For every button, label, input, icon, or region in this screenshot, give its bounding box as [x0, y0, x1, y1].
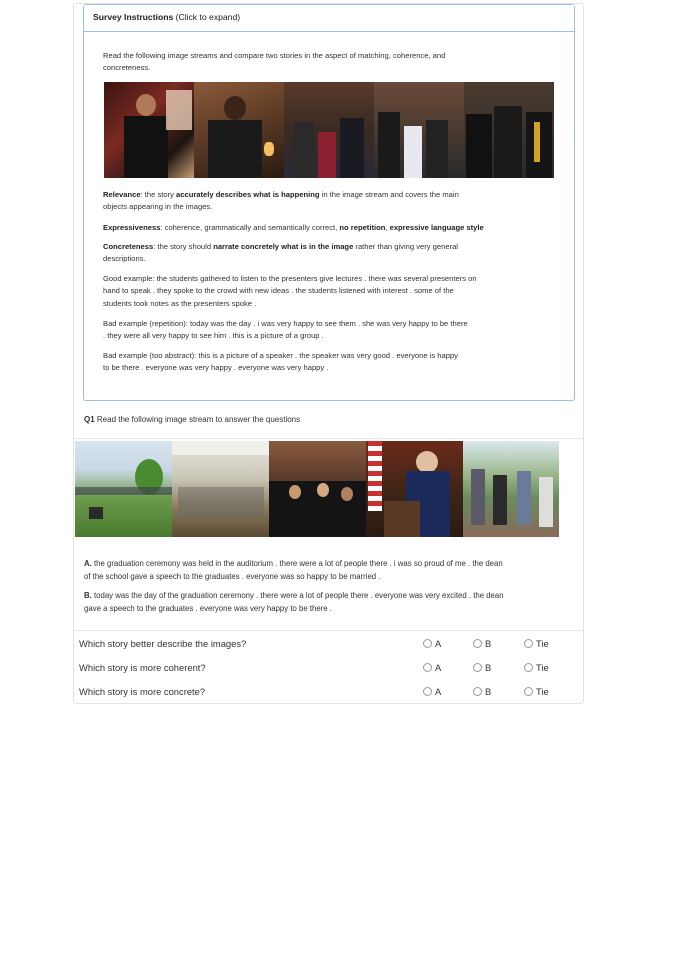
option-a-radio[interactable]: A	[423, 662, 441, 673]
option-tie-radio[interactable]: Tie	[524, 686, 549, 697]
instructions-expressiveness: Expressiveness: coherence, grammatically and semantically correct, no repetition, expressive language style	[103, 223, 484, 232]
question-image-stream	[75, 441, 562, 537]
rating-row-concreteness	[73, 680, 584, 704]
question-label: Q1 Read the following image stream to answer the questions	[84, 415, 301, 424]
example-photo-4	[374, 82, 464, 178]
story-b: B. today was the day of the graduation ceremony . there were a lot of people there . everyone was very excited . the dean gave a speech to the graduates . everyone was very happy to be there .	[84, 591, 504, 613]
divider	[73, 438, 584, 439]
instructions-bad-example-repetition: Bad example (repetition): today was the day . i was very happy to see them . she was very happy to be there . they were all very happy to see him . this is a picture of a group .	[103, 319, 468, 341]
instructions-intro: Read the following image streams and compare two stories in the aspect of matching, coherence, and concreteness.	[103, 51, 446, 73]
rating-row-relevance	[73, 632, 584, 656]
instructions-concreteness: Concreteness: the story should narrate concretely what is in the image rather than giving very general descriptions.	[103, 242, 458, 264]
example-photo-2	[194, 82, 284, 178]
radio-circle[interactable]	[524, 639, 533, 648]
option-b-radio[interactable]: B	[473, 686, 491, 697]
instructions-good-example: Good example: the students gathered to listen to the presenters give lectures . there was several presenters on hand to speak . they spoke to the crowd with new ideas . the students listened with interest . some of the students took notes as the presenters spoke .	[103, 274, 477, 308]
radio-circle[interactable]	[423, 663, 432, 672]
option-tie-radio[interactable]: Tie	[524, 638, 549, 649]
option-a-radio[interactable]: A	[423, 638, 441, 649]
radio-circle[interactable]	[423, 687, 432, 696]
rating-row-coherence	[73, 656, 584, 680]
rating-question-text: Which story is more coherent?	[79, 662, 206, 673]
radio-circle[interactable]	[423, 639, 432, 648]
radio-circle[interactable]	[473, 639, 482, 648]
story-a: A. the graduation ceremony was held in the auditorium . there were a lot of people there . i was so proud of me . the dean of the school gave a speech to the graduates . everyone was so happy to be married .	[84, 559, 503, 581]
divider	[73, 630, 584, 631]
question-photo-2	[172, 441, 269, 537]
instructions-relevance: Relevance: the story accurately describes what is happening in the image stream and covers the main objects appearing in the images.	[103, 190, 459, 212]
question-photo-3	[269, 441, 366, 537]
option-a-radio[interactable]: A	[423, 686, 441, 697]
instructions-bad-example-abstract: Bad example (too abstract): this is a picture of a speaker . the speaker was very good . everyone is happy to be there . everyone was very happy . everyone was very happy .	[103, 351, 458, 373]
radio-circle[interactable]	[473, 687, 482, 696]
instructions-header[interactable]	[84, 5, 574, 32]
question-photo-1	[75, 441, 172, 537]
option-b-radio[interactable]: B	[473, 662, 491, 673]
rating-question-text: Which story better describe the images?	[79, 638, 247, 649]
rating-question-text: Which story is more concrete?	[79, 686, 206, 697]
example-photo-5	[464, 82, 554, 178]
radio-circle[interactable]	[524, 663, 533, 672]
example-photo-1	[104, 82, 194, 178]
example-photo-3	[284, 82, 374, 178]
example-image-stream	[104, 82, 554, 178]
instructions-header-text[interactable]: Survey Instructions (Click to expand)	[93, 12, 241, 22]
question-photo-5	[463, 441, 559, 537]
option-tie-radio[interactable]: Tie	[524, 662, 549, 673]
radio-circle[interactable]	[473, 663, 482, 672]
radio-circle[interactable]	[524, 687, 533, 696]
option-b-radio[interactable]: B	[473, 638, 491, 649]
question-photo-4	[366, 441, 463, 537]
